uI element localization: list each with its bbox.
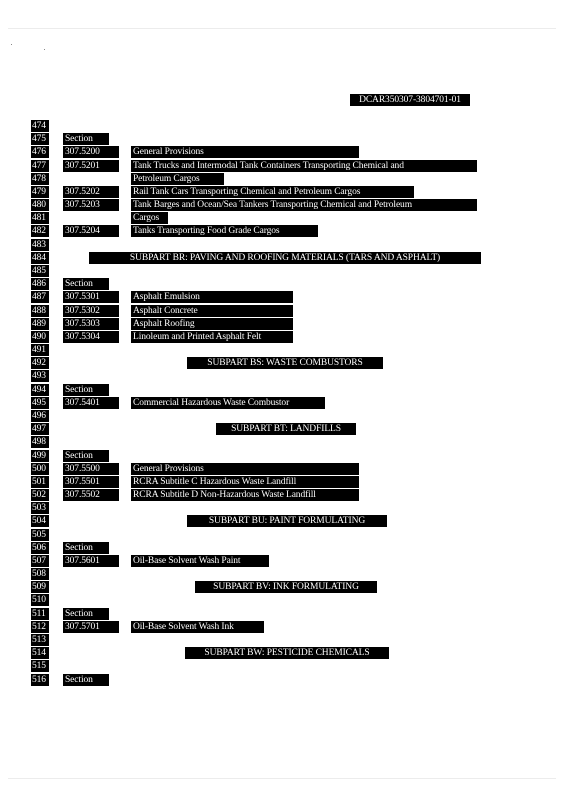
- scan-edge-bottom: [8, 778, 556, 779]
- section-description: Linoleum and Printed Asphalt Felt: [131, 331, 293, 343]
- section-description: Asphalt Concrete: [131, 305, 293, 317]
- line-number: 509: [31, 581, 49, 593]
- section-label: Section: [63, 608, 109, 620]
- section-description: Tank Trucks and Intermodal Tank Containers Transporting Chemical and: [131, 160, 477, 172]
- line-number: 514: [31, 647, 49, 659]
- section-code: 307.5601: [63, 555, 119, 567]
- line-number: 508: [31, 568, 49, 580]
- line-number: 474: [31, 120, 49, 132]
- line-number: 500: [31, 463, 49, 475]
- line-number: 485: [31, 265, 49, 277]
- line-number: 489: [31, 318, 49, 330]
- subpart-heading: SUBPART BW: PESTICIDE CHEMICALS: [185, 647, 389, 659]
- section-label: Section: [63, 674, 109, 686]
- section-code: 307.5401: [63, 397, 119, 409]
- section-code: 307.5500: [63, 463, 119, 475]
- line-number: 512: [31, 621, 49, 633]
- section-label: Section: [63, 450, 109, 462]
- line-number: 506: [31, 542, 49, 554]
- subpart-heading: SUBPART BV: INK FORMULATING: [195, 581, 377, 593]
- line-number: 491: [31, 344, 49, 356]
- section-description: Tank Barges and Ocean/Sea Tankers Transporting Chemical and Petroleum: [131, 199, 477, 211]
- line-number: 480: [31, 199, 49, 211]
- section-label: Section: [63, 278, 109, 290]
- document-id: DCAR350307-3804701-01: [350, 94, 470, 106]
- section-description: Oil-Base Solvent Wash Paint: [131, 555, 269, 567]
- section-label: Section: [63, 384, 109, 396]
- line-number: 475: [31, 133, 49, 145]
- line-number: 493: [31, 370, 49, 382]
- line-number: 481: [31, 212, 49, 224]
- line-number: 498: [31, 436, 49, 448]
- section-code: 307.5201: [63, 160, 119, 172]
- line-number: 484: [31, 252, 49, 264]
- section-description: General Provisions: [131, 463, 359, 475]
- section-code: 307.5501: [63, 476, 119, 488]
- line-number: 502: [31, 489, 49, 501]
- line-number: 503: [31, 502, 49, 514]
- section-description: Cargos: [131, 212, 168, 224]
- line-number: 511: [31, 608, 49, 620]
- line-number: 496: [31, 410, 49, 422]
- section-code: 307.5204: [63, 225, 119, 237]
- subpart-heading: SUBPART BR: PAVING AND ROOFING MATERIALS (TARS AND ASPHALT): [89, 252, 481, 264]
- section-description: Oil-Base Solvent Wash Ink: [131, 621, 264, 633]
- section-code: 307.5502: [63, 489, 119, 501]
- line-number: 501: [31, 476, 49, 488]
- section-code: 307.5301: [63, 291, 119, 303]
- section-code: 307.5202: [63, 186, 119, 198]
- subpart-heading: SUBPART BT: LANDFILLS: [216, 423, 356, 435]
- scan-speck: [11, 44, 12, 45]
- line-number: 513: [31, 634, 49, 646]
- section-description: General Provisions: [131, 146, 359, 158]
- section-description: Asphalt Roofing: [131, 318, 293, 330]
- section-description: Commercial Hazardous Waste Combustor: [131, 397, 325, 409]
- line-number: 505: [31, 529, 49, 541]
- line-number: 492: [31, 357, 49, 369]
- line-number: 483: [31, 239, 49, 251]
- subpart-heading: SUBPART BU: PAINT FORMULATING: [187, 515, 387, 527]
- section-description: RCRA Subtitle D Non-Hazardous Waste Landfill: [131, 489, 359, 501]
- section-description: Tanks Transporting Food Grade Cargos: [131, 225, 318, 237]
- line-number: 515: [31, 660, 49, 672]
- section-code: 307.5303: [63, 318, 119, 330]
- line-number: 510: [31, 594, 49, 606]
- line-number: 507: [31, 555, 49, 567]
- section-description: Asphalt Emulsion: [131, 291, 293, 303]
- line-number: 482: [31, 225, 49, 237]
- line-number: 494: [31, 384, 49, 396]
- line-number: 516: [31, 674, 49, 686]
- line-number: 486: [31, 278, 49, 290]
- line-number: 479: [31, 186, 49, 198]
- section-code: 307.5203: [63, 199, 119, 211]
- section-code: 307.5200: [63, 146, 119, 158]
- scan-edge-top: [8, 28, 556, 29]
- section-code: 307.5701: [63, 621, 119, 633]
- line-number: 476: [31, 146, 49, 158]
- section-description: Petroleum Cargos: [131, 173, 224, 185]
- section-label: Section: [63, 133, 109, 145]
- section-code: 307.5304: [63, 331, 119, 343]
- scan-speck: [44, 49, 45, 50]
- line-number: 478: [31, 173, 49, 185]
- section-description: RCRA Subtitle C Hazardous Waste Landfill: [131, 476, 359, 488]
- line-number: 497: [31, 423, 49, 435]
- subpart-heading: SUBPART BS: WASTE COMBUSTORS: [187, 357, 383, 369]
- line-number: 504: [31, 515, 49, 527]
- line-number: 499: [31, 450, 49, 462]
- section-code: 307.5302: [63, 305, 119, 317]
- line-number: 488: [31, 305, 49, 317]
- section-description: Rail Tank Cars Transporting Chemical and Petroleum Cargos: [131, 186, 414, 198]
- line-number: 487: [31, 291, 49, 303]
- line-number: 490: [31, 331, 49, 343]
- line-number: 477: [31, 160, 49, 172]
- line-number: 495: [31, 397, 49, 409]
- section-label: Section: [63, 542, 109, 554]
